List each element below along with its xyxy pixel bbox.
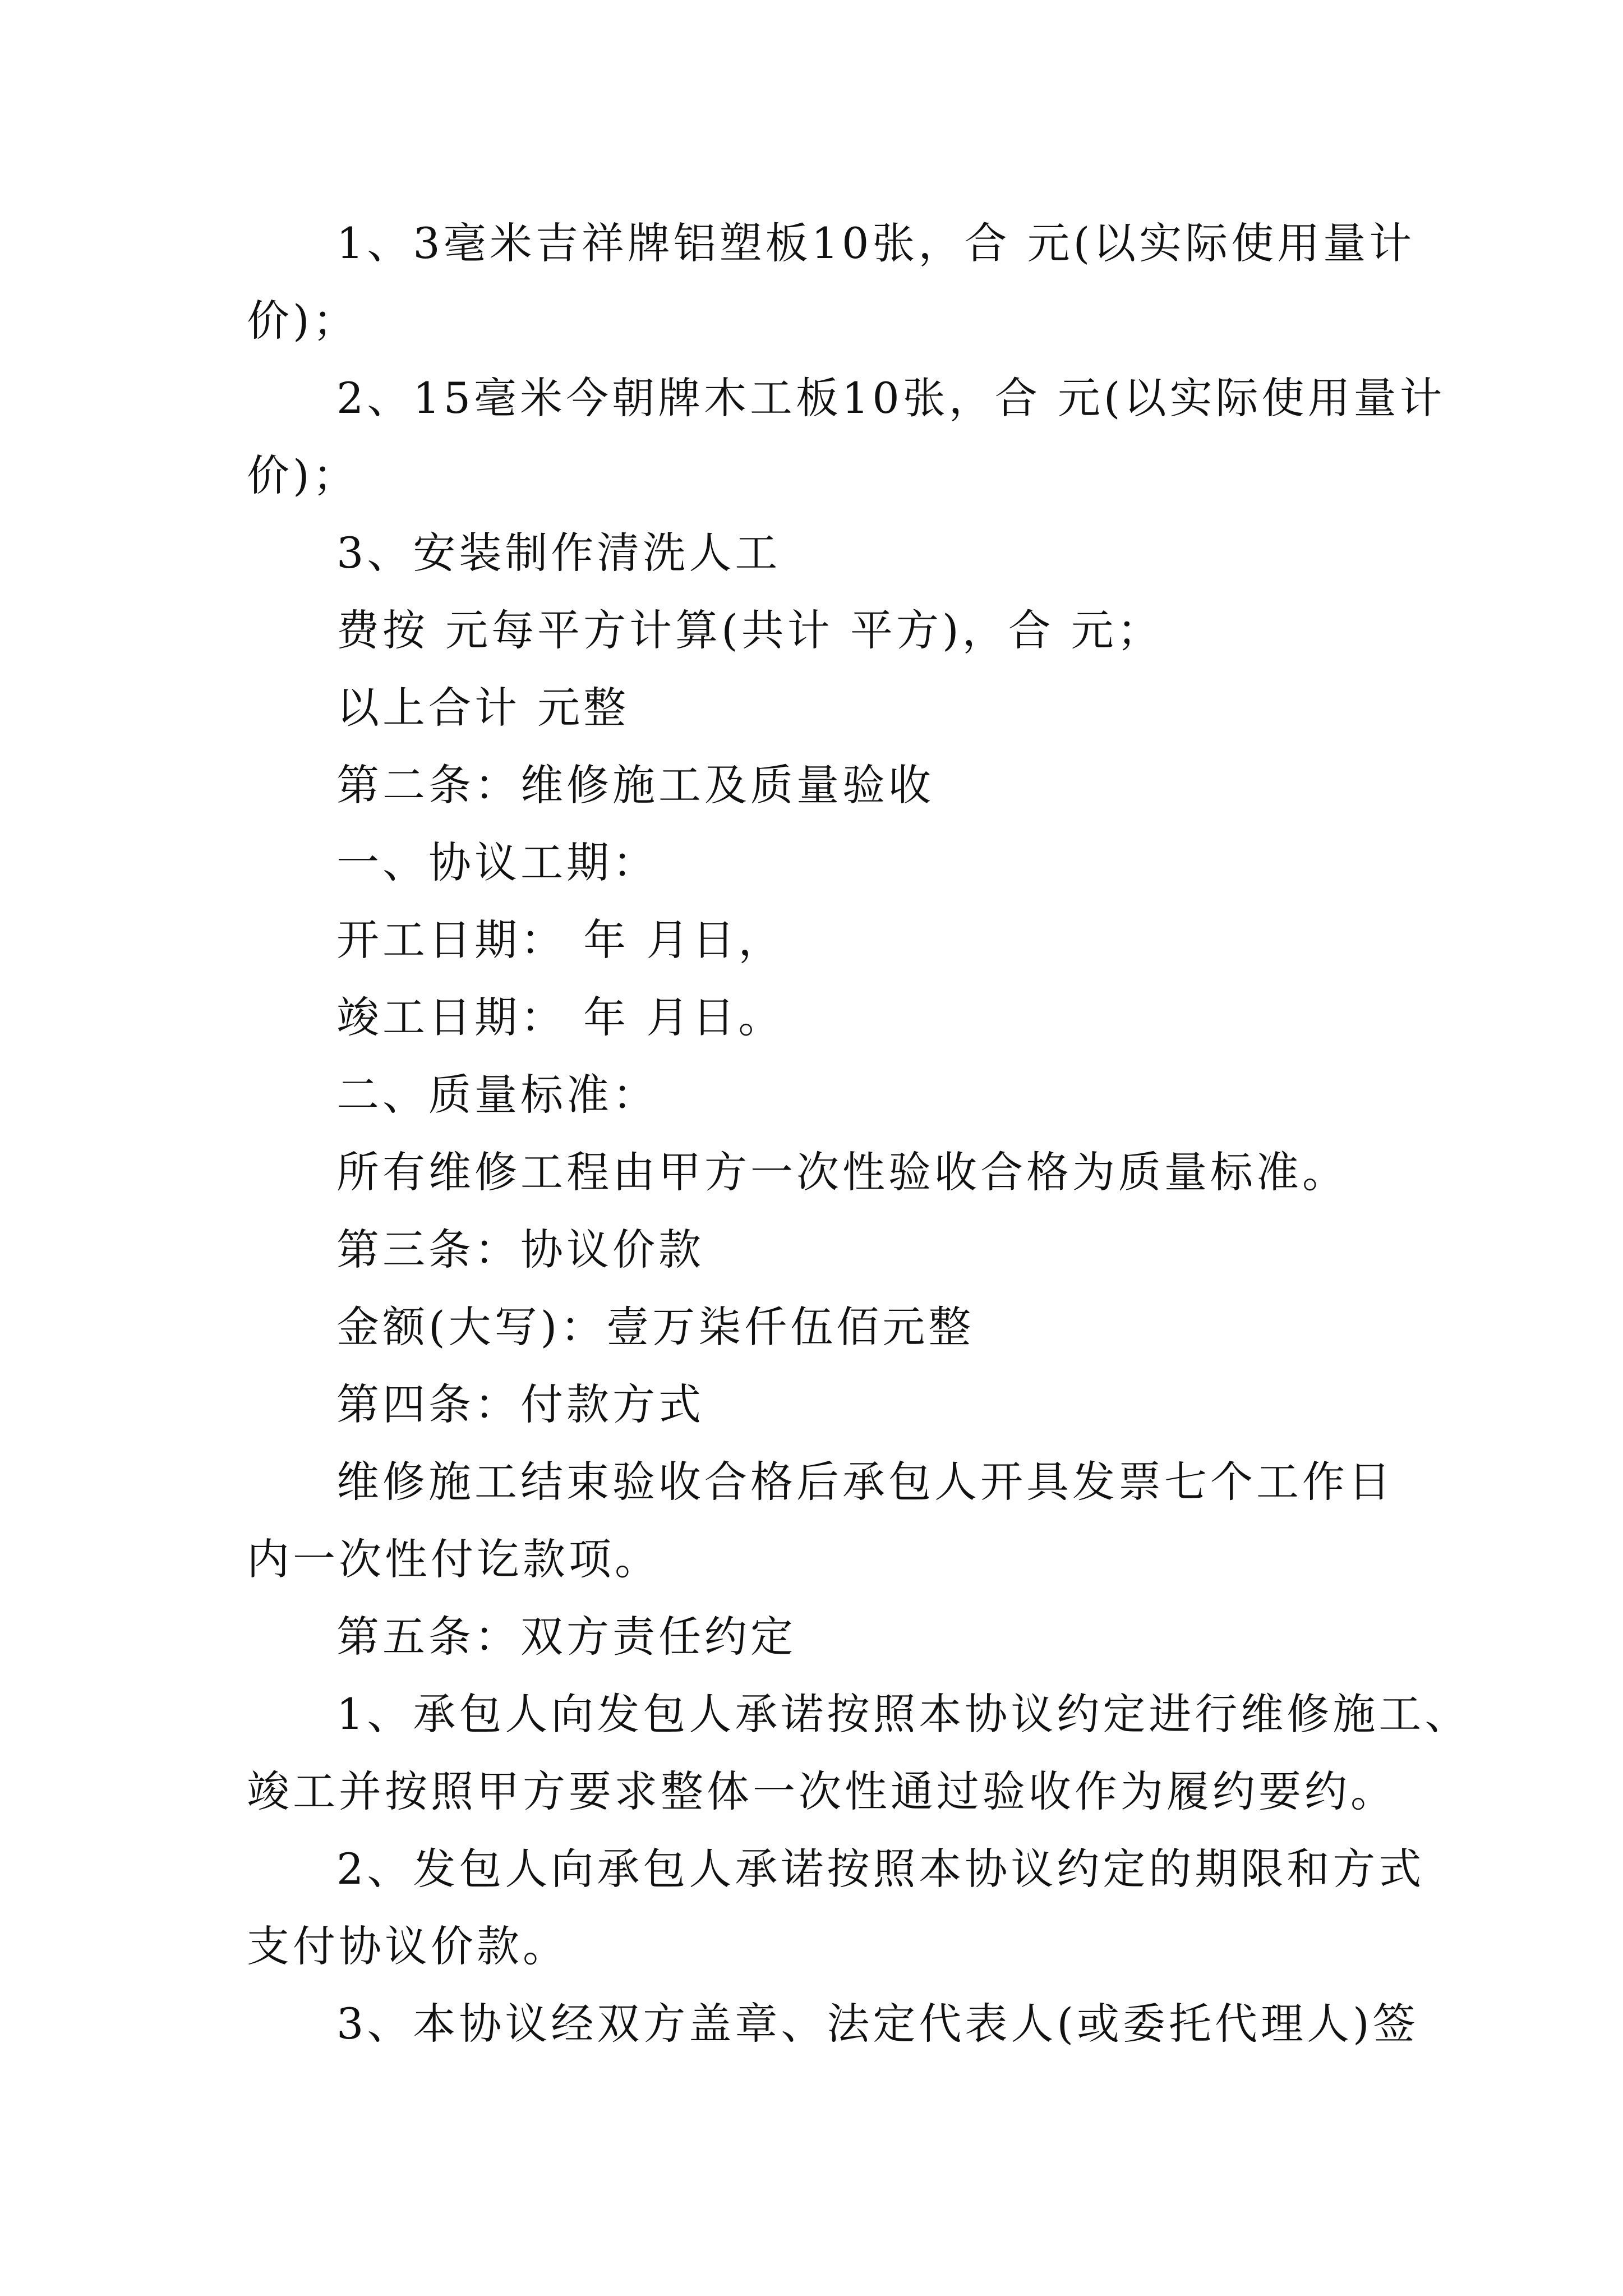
- text-line: 内一次性付讫款项。: [247, 1534, 661, 1584]
- section-heading: 第四条：付款方式: [336, 1379, 704, 1429]
- text-line: 1、承包人向发包人承诺按照本协议约定进行维修施工、: [336, 1689, 1471, 1739]
- section-heading: 第三条：协议价款: [336, 1225, 704, 1274]
- section-heading: 第二条：维修施工及质量验收: [336, 760, 934, 810]
- text-line: 3、本协议经双方盖章、法定代表人(或委托代理人)签: [336, 1999, 1419, 2049]
- text-line: 价)；: [247, 296, 359, 346]
- text-line: 维修施工结束验收合格后承包人开具发票七个工作日: [336, 1457, 1394, 1507]
- text-line: 价)；: [247, 450, 359, 500]
- text-line: 以上合计 元整: [336, 683, 630, 733]
- text-line: 所有维修工程由甲方一次性验收合格为质量标准。: [336, 1147, 1348, 1197]
- text-line: 2、15毫米今朝牌木工板10张，合 元(以实际使用量计: [336, 373, 1446, 423]
- text-line: 一、协议工期：: [336, 838, 658, 887]
- text-line: 开工日期： 年 月日，: [336, 915, 785, 965]
- text-line: 竣工并按照甲方要求整体一次性通过验收作为履约要约。: [247, 1766, 1396, 1816]
- text-line: 费按 元每平方计算(共计 平方)，合 元；: [336, 605, 1163, 655]
- text-line: 支付协议价款。: [247, 1921, 569, 1971]
- text-line: 1、3毫米吉祥牌铝塑板10张，合 元(以实际使用量计: [336, 218, 1415, 268]
- text-line: 3、安装制作清洗人工: [336, 528, 781, 578]
- text-line: 二、质量标准：: [336, 1070, 658, 1120]
- text-line: 金额(大写)：壹万柒仟伍佰元整: [336, 1302, 975, 1352]
- text-line: 2、发包人向承包人承诺按照本协议约定的期限和方式: [336, 1844, 1425, 1894]
- section-heading: 第五条：双方责任约定: [336, 1612, 796, 1662]
- text-line: 竣工日期： 年 月日。: [336, 992, 785, 1042]
